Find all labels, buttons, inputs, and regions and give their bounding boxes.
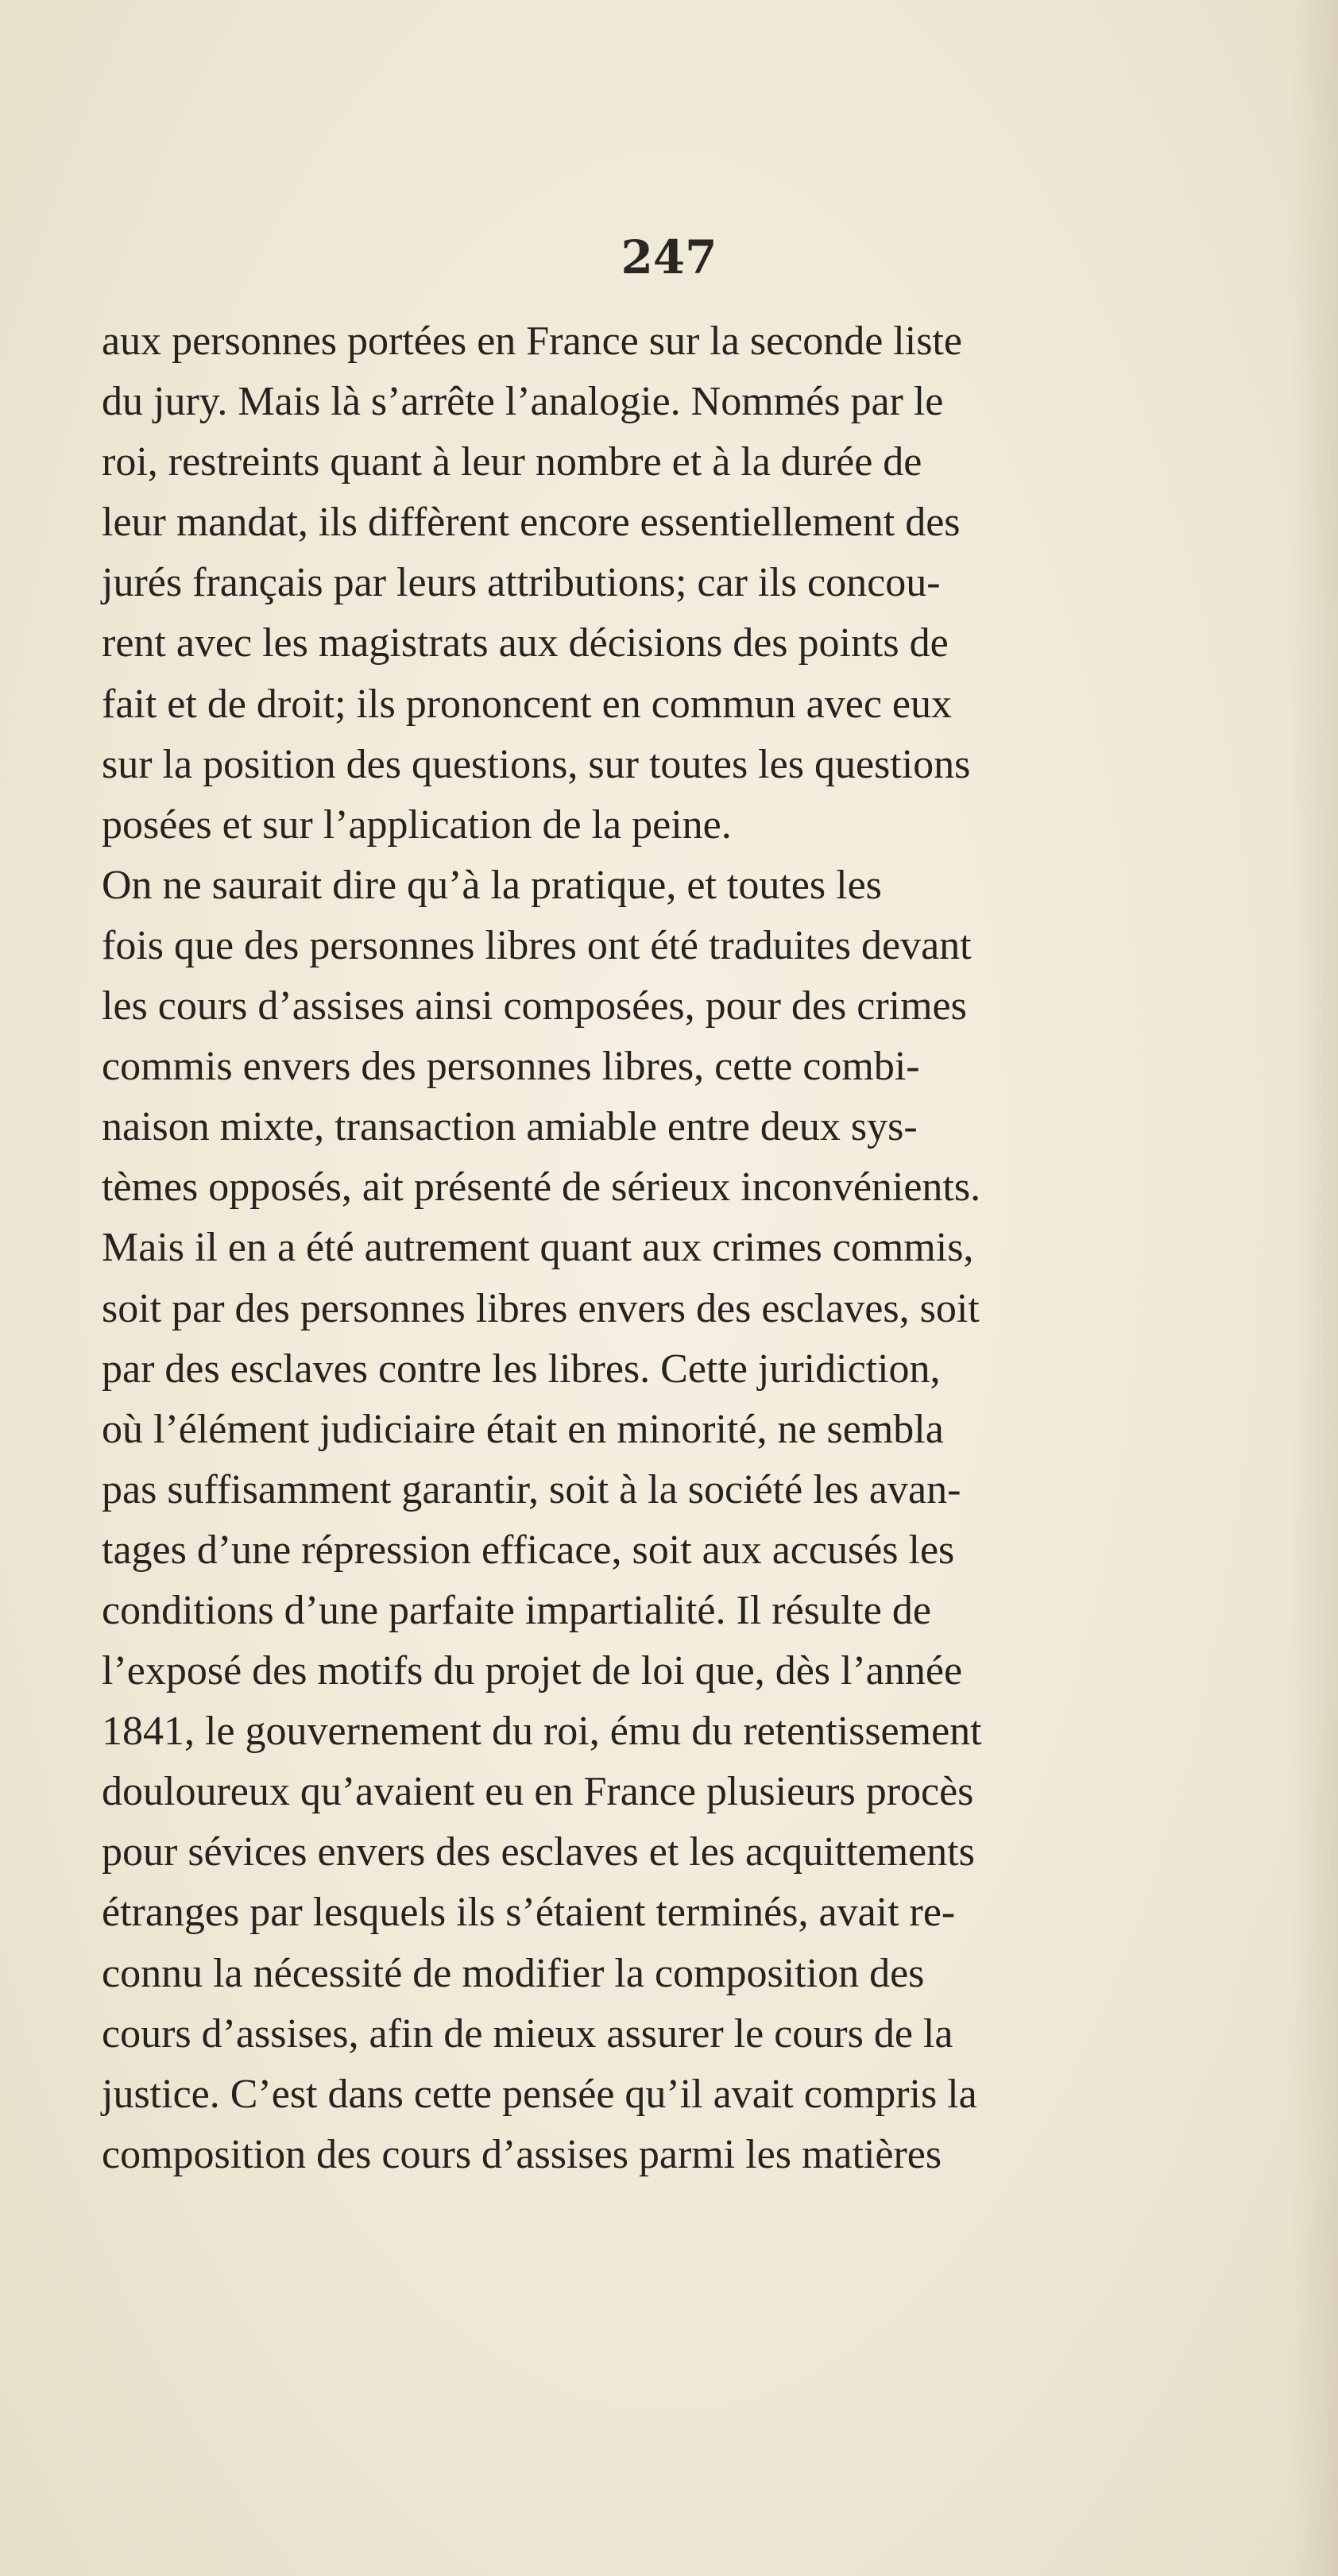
text-line: où l’élément judiciaire était en minorité, ne sembla [102,1406,944,1452]
text-line: par des esclaves contre les libres. Cette juridiction, [102,1346,941,1392]
text-line: composition des cours d’assises parmi les matières [102,2131,942,2177]
text-line: pour sévices envers des esclaves et les acquittements [102,1829,975,1875]
text-line: conditions d’une parfaite impartialité. Il résulte de [102,1587,931,1633]
text-line: les cours d’assises ainsi composées, pour des crimes [102,983,967,1029]
text-line: 1841, le gouvernement du roi, ému du retentissement [102,1709,982,1755]
text-line: pas suffisamment garantir, soit à la société les avan- [102,1466,961,1512]
paragraph-1 [102,311,1108,855]
text-line: connu la nécessité de modifier la composition des [102,1950,925,1996]
text-line: posées et sur l’application de la peine. [102,801,732,848]
text-line: aux personnes portées en France sur la seconde liste [102,319,962,364]
text-line: naison mixte, transaction amiable entre deux sys- [102,1104,918,1150]
page-edge-shadow [1290,0,1338,2576]
text-line: l’exposé des motifs du projet de loi que, dès l’année [102,1648,963,1694]
text-line: Mais il en a été autrement quant aux crimes commis, [102,1225,974,1271]
text-line: tages d’une répression efficace, soit aux accusés les [102,1527,955,1573]
text-line: tèmes opposés, ait présenté de sérieux inconvénients. [102,1164,981,1211]
text-line: étranges par lesquels ils s’étaient terminés, avait re- [102,1890,956,1936]
text-line: roi, restreints quant à leur nombre et à la durée de [102,439,922,485]
text-line: sur la position des questions, sur toutes les questions [102,741,971,787]
text-line: cours d’assises, afin de mieux assurer le cours de la [102,2010,953,2057]
text-line: justice. C’est dans cette pensée qu’il avait compris la [102,2071,977,2117]
text-line: commis envers des personnes libres, cette combi- [102,1044,920,1090]
text-line: douloureux qu’avaient eu en France plusieurs procès [102,1769,974,1815]
text-line: On ne saurait dire qu’à la pratique, et toutes les [102,862,882,908]
body-text [102,311,1108,2185]
text-line: jurés français par leurs attributions; car ils concou- [102,560,941,606]
text-line: du jury. Mais là s’arrête l’analogie. Nommés par le [102,379,944,425]
page-number: 247 [621,230,717,284]
text-line: rent avec les magistrats aux décisions des points de [102,620,949,666]
text-line: leur mandat, ils diffèrent encore essentiellement des [102,500,961,546]
text-line: fois que des personnes libres ont été traduites devant [102,922,972,968]
paragraph-2 [102,855,1108,2185]
text-line: soit par des personnes libres envers des esclaves, soit [102,1285,980,1331]
text-line: fait et de droit; ils prononcent en commun avec eux [102,681,952,727]
